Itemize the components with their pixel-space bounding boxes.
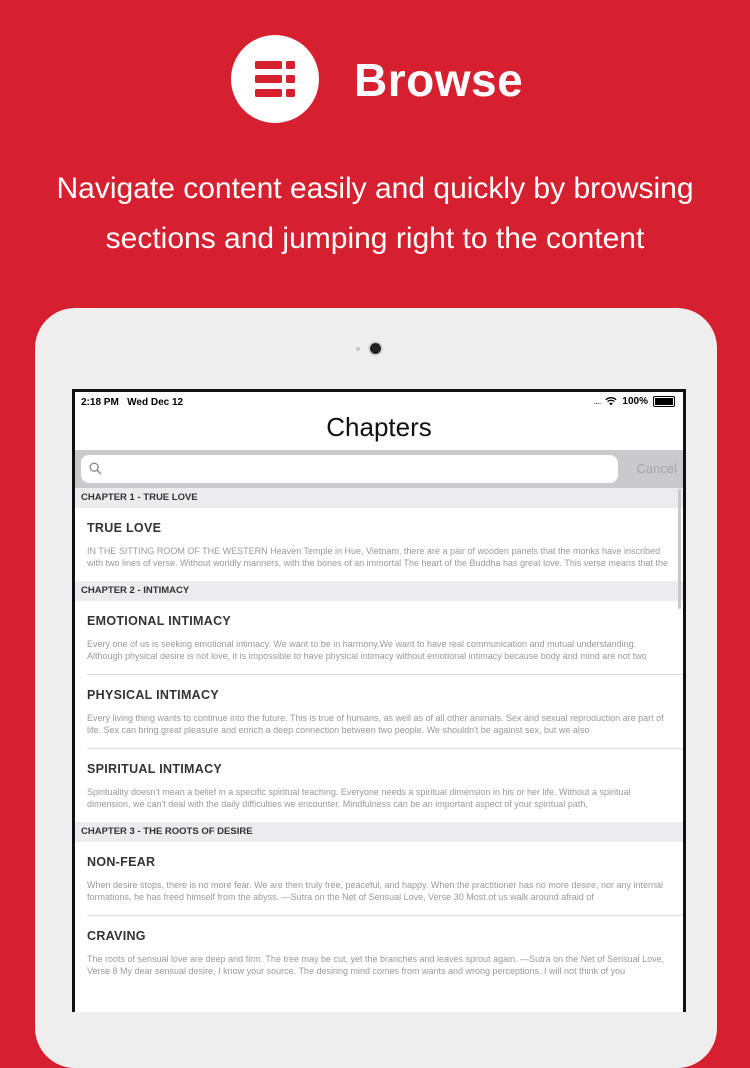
wifi-icon xyxy=(605,397,617,406)
search-icon xyxy=(89,462,102,475)
list-item[interactable] xyxy=(75,508,683,581)
battery-percent: 100% xyxy=(622,396,648,407)
status-time: 2:18 PM Wed Dec 12 xyxy=(81,397,184,408)
list-item-excerpt: When desire stops, there is no more fear. We are then truly free, peaceful, and happy. When the practitioner has no more desire, nor any internal formations, he has freed himself from the abyss. —Sutra on the Net of Sensual Love, Verse 30 Most of us walk around afraid of xyxy=(87,880,663,902)
search-bar xyxy=(75,450,683,488)
list-item[interactable] xyxy=(75,749,683,822)
page-title: Chapters xyxy=(326,412,432,442)
list-item[interactable] xyxy=(75,916,683,989)
battery-icon xyxy=(653,396,675,407)
list-item-title: PHYSICAL INTIMACY xyxy=(87,688,219,702)
list-item-excerpt: Every living thing wants to continue into the future. This is true of humans, as well as of all other animals. Sex and sexual reproduction are part of life. Sex can bring great pleasure and enrich a deep connection between two people. We shouldn't be against sex, but we also xyxy=(87,713,664,735)
search-input[interactable] xyxy=(81,455,618,483)
tablet-screen xyxy=(72,389,686,1012)
browse-logo xyxy=(231,35,319,123)
list-item-excerpt: Spirituality doesn't mean a belief in a specific spiritual teaching. Everyone needs a spiritual dimension in his or her life. Without a spiritual dimension, we can't deal with the daily difficulties we encounter. Mindfulness can be an important aspect of your spiritual path, xyxy=(87,787,631,809)
section-header-chapter-2: CHAPTER 2 - INTIMACY xyxy=(75,581,683,601)
sensor-dot xyxy=(356,347,360,351)
list-item[interactable] xyxy=(75,842,683,915)
section-header-chapter-1: CHAPTER 1 - TRUE LOVE xyxy=(75,488,683,508)
list-item[interactable] xyxy=(75,601,683,674)
scrollbar[interactable] xyxy=(678,489,681,609)
list-item-excerpt: IN THE SITTING ROOM OF THE WESTERN Heaven Temple in Hue, Vietnam, there are a pair of wooden panels that the monks have inscribed with two lines of verse. Without worldly manners, with the bones of an immortal The heart of the Buddha has great love. This verse means that the xyxy=(87,546,668,568)
list-item[interactable] xyxy=(75,675,683,748)
status-right xyxy=(593,396,675,407)
signal-icon: .... xyxy=(593,396,601,407)
hero-subtitle-line: Navigate content easily and quickly by browsing xyxy=(56,172,694,205)
cancel-button[interactable]: Cancel xyxy=(636,461,677,476)
camera-icon xyxy=(370,343,381,354)
section-header-chapter-3: CHAPTER 3 - THE ROOTS OF DESIRE xyxy=(75,822,683,842)
hero-subtitle-line: sections and jumping right to the content xyxy=(105,222,645,255)
list-item-title: SPIRITUAL INTIMACY xyxy=(87,762,223,776)
hero-subtitle xyxy=(0,164,750,264)
hero-title: Browse xyxy=(354,54,524,106)
list-item-title: TRUE LOVE xyxy=(87,521,162,535)
list-item-title: NON-FEAR xyxy=(87,855,156,869)
status-bar xyxy=(75,392,683,412)
list-item-title: CRAVING xyxy=(87,929,146,943)
list-item-excerpt: Every one of us is seeking emotional intimacy. We want to be in harmony.We want to have real communication and mutual understanding. Although physical desire is not love, it is impossible to have physical intimacy without emotional intimacy because body and mind are not two xyxy=(87,639,647,661)
list-sections-icon xyxy=(253,57,297,101)
list-item-excerpt: The roots of sensual love are deep and firm. The tree may be cut, yet the branches and leaves sprout again. —Sutra on the Net of Sensual Love, Verse 8 My dear sensual desire, I know your source. The desiring mind comes from wants and wrong perceptions. I will not think of you xyxy=(87,954,665,976)
list-item-title: EMOTIONAL INTIMACY xyxy=(87,614,232,628)
